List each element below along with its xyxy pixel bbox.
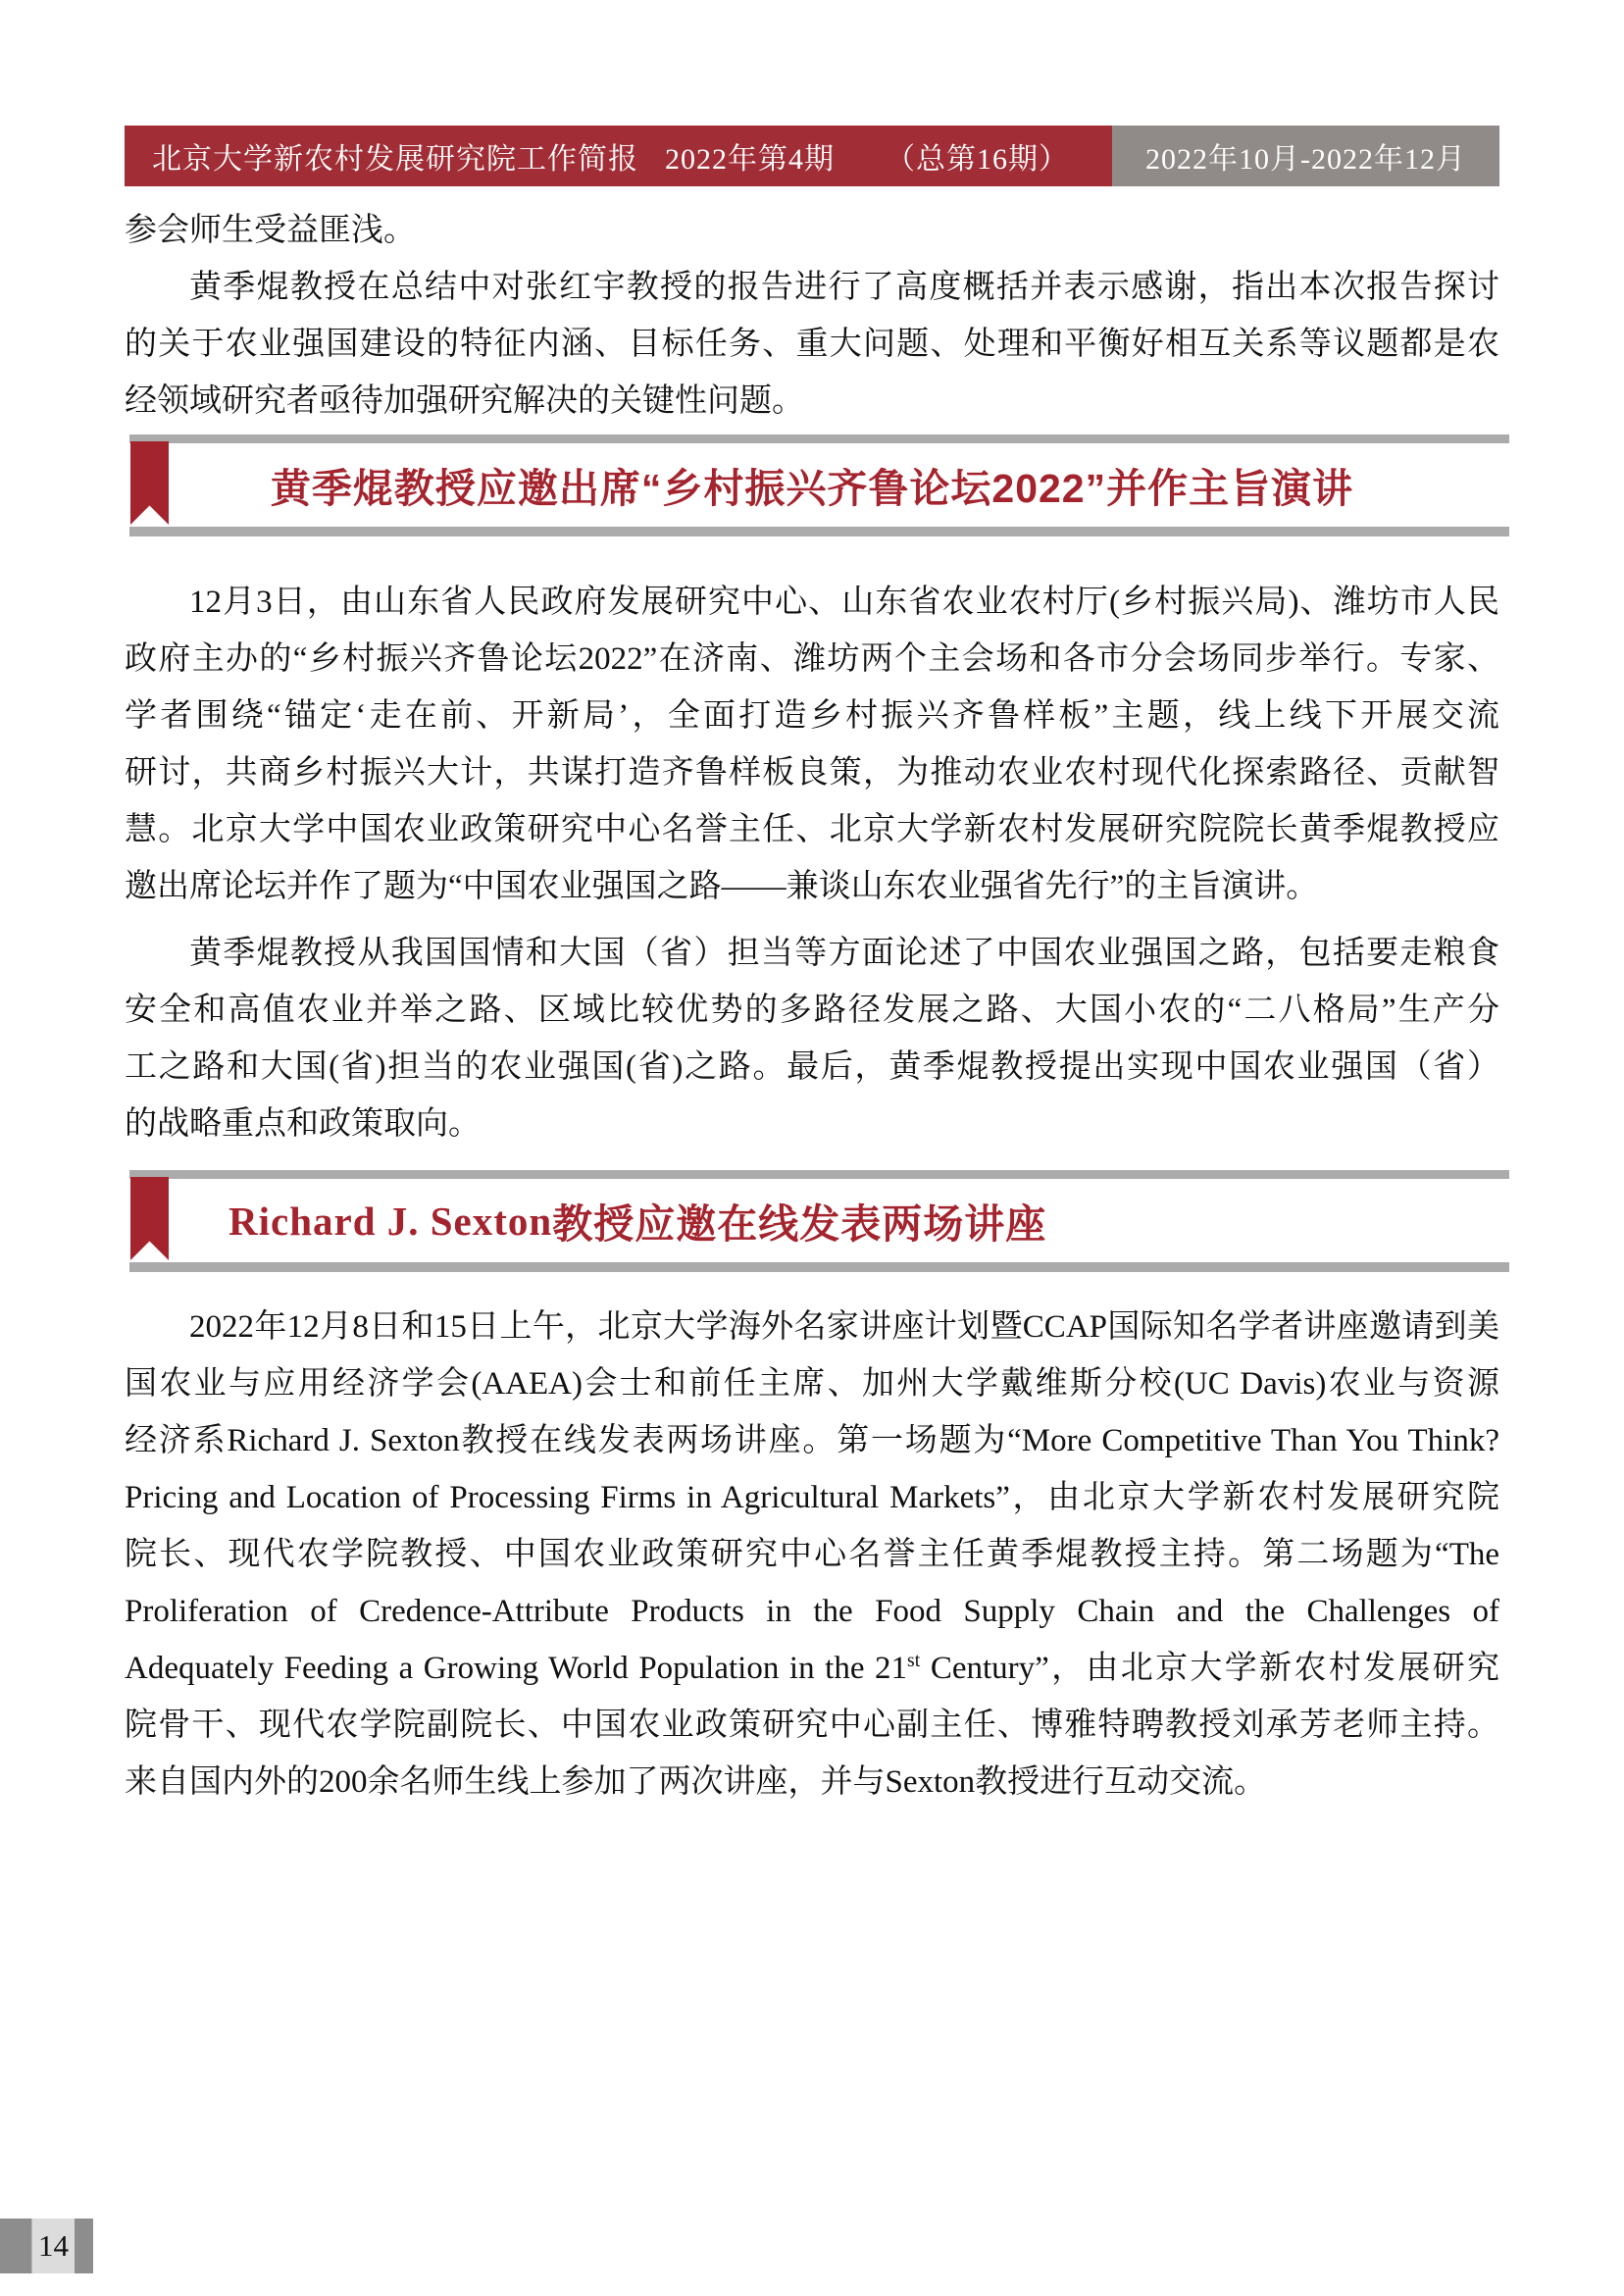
issue-period: 2022年10月-2022年12月 (1145, 143, 1466, 176)
section-title-1 (125, 443, 1499, 527)
paragraph-lecture (125, 1299, 1499, 1811)
text-line: 参会师生受益匪浅。 (125, 213, 416, 248)
text-line (125, 1640, 1499, 1697)
page-number-bar-left (0, 2219, 31, 2273)
banner-bottom-bar (129, 527, 1509, 536)
page-number-box (31, 2219, 75, 2273)
text-line: 工之路和大国(省)担当的农业强国(省)之路。最后，黄季焜教授提出实现中国农业强国（省） (125, 1049, 1499, 1085)
text-line: 院长、现代农学院教授、中国农业政策研究中心名誉主任黄季焜教授主持。第二场题为“The (125, 1537, 1499, 1572)
section-title-2-cjk: 教授应邀在线发表两场讲座 (552, 1201, 1047, 1247)
text-line: 黄季焜教授从我国国情和大国（省）担当等方面论述了中国农业强国之路，包括要走粮食 (189, 936, 1499, 971)
text-line: 12月3日，由山东省人民政府发展研究中心、山东省农业农村厅(乡村振兴局)、潍坊市人民 (189, 585, 1499, 620)
banner-bottom-bar (129, 1262, 1509, 1272)
text-line: Proliferation of Credence-Attribute Products in the Food Supply Chain and the Challenges of (125, 1594, 1499, 1629)
text-line-segment: Century”，由北京大学新农村发展研究 (920, 1651, 1499, 1686)
text-line: 黄季焜教授在总结中对张红宇教授的报告进行了高度概括并表示感谢，指出本次报告探讨 (189, 270, 1499, 305)
text-line-segment: Adequately Feeding a Growing World Population in the 21 (125, 1651, 908, 1686)
section-title-1-text: 黄季焜教授应邀出席“乡村振兴齐鲁论坛2022”并作主旨演讲 (270, 466, 1354, 511)
issue-info (665, 134, 1069, 178)
page-number-bar-right (75, 2219, 93, 2273)
text-line: 慧。北京大学中国农业政策研究中心名誉主任、北京大学新农村发展研究院院长黄季焜教授应 (125, 812, 1499, 847)
header-red-section (125, 126, 1112, 186)
newsletter-title: 北京大学新农村发展研究院工作简报 (152, 143, 638, 176)
section-heading-banner-2 (125, 1170, 1499, 1272)
text-line: 研讨，共商乡村振兴大计，共谋打造齐鲁样板良策，为推动农业农村现代化探索路径、贡献智 (125, 755, 1499, 791)
issue-number: 2022年第4期 (665, 143, 835, 176)
text-line: 安全和高值农业并举之路、区域比较优势的多路径发展之路、大国小农的“二八格局”生产分 (125, 993, 1499, 1028)
text-line: 国农业与应用经济学会(AAEA)会士和前任主席、加州大学戴维斯分校(UC Davis)农业与资源 (125, 1366, 1499, 1402)
text-line: 的战略重点和政策取向。 (125, 1106, 481, 1142)
paragraph-forum-2 (125, 925, 1499, 1152)
header-bar (125, 126, 1499, 186)
text-line: 学者围绕“锚定‘走在前、开新局’，全面打造乡村振兴齐鲁样板”主题，线上线下开展交流 (125, 698, 1499, 734)
page-number-strip (0, 2219, 93, 2273)
page-content (125, 186, 1499, 1811)
text-line: 经领域研究者亟待加强研究解决的关键性问题。 (125, 383, 804, 419)
page-number: 14 (38, 2228, 69, 2263)
text-line: 经济系Richard J. Sexton教授在线发表两场讲座。第一场题为“More Competitive Than You Think? (125, 1423, 1499, 1458)
text-line: 2022年12月8日和15日上午，北京大学海外名家讲座计划暨CCAP国际知名学者讲座邀请到美 (189, 1309, 1499, 1345)
section-title-2 (125, 1179, 1499, 1262)
text-line: 邀出席论坛并作了题为“中国农业强国之路——兼谈山东农业强省先行”的主旨演讲。 (125, 869, 1319, 904)
text-line: 来自国内外的200余名师生线上参加了两次讲座，并与Sexton教授进行互动交流。 (125, 1764, 1267, 1800)
paragraph-forum-1 (125, 574, 1499, 915)
text-line: 院骨干、现代农学院副院长、中国农业政策研究中心副主任、博雅特聘教授刘承芳老师主持。 (125, 1708, 1499, 1743)
paragraph-intro (125, 202, 1499, 430)
section-heading-banner-1 (125, 434, 1499, 536)
banner-top-bar (129, 434, 1509, 443)
text-line: 的关于农业强国建设的特征内涵、目标任务、重大问题、处理和平衡好相互关系等议题都是农 (125, 327, 1499, 362)
text-line: Pricing and Location of Processing Firms in Agricultural Markets”，由北京大学新农村发展研究院 (125, 1480, 1499, 1515)
banner-top-bar (129, 1170, 1509, 1179)
header-gray-section (1112, 126, 1499, 186)
superscript-ordinal: st (907, 1650, 921, 1671)
section-title-2-latin: Richard J. Sexton (228, 1198, 553, 1244)
text-line: 政府主办的“乡村振兴齐鲁论坛2022”在济南、潍坊两个主会场和各市分会场同步举行。专家、 (125, 641, 1499, 677)
issue-total: （总第16期） (886, 143, 1069, 176)
